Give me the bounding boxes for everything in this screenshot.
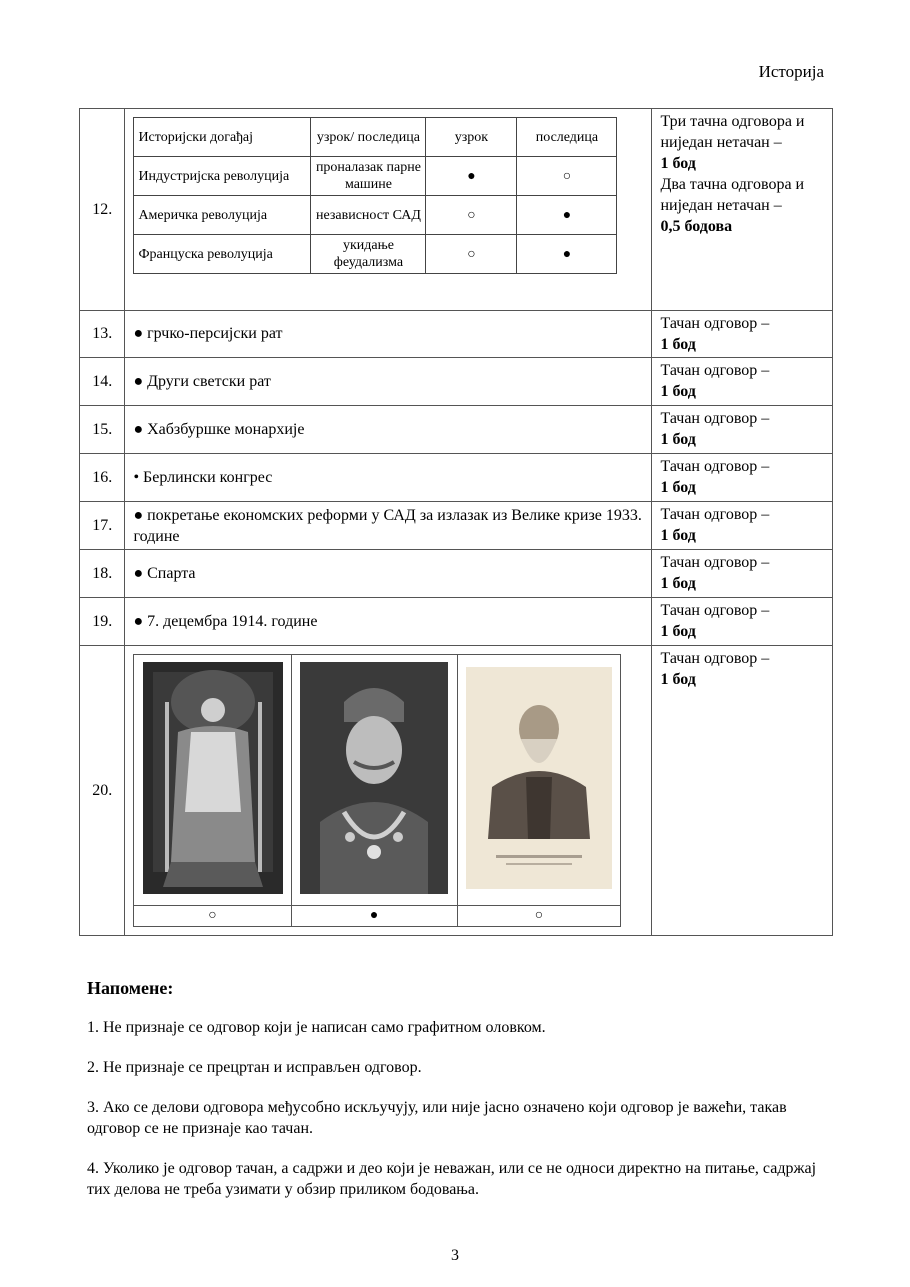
score-cell — [652, 406, 833, 454]
effect-mark: ○ — [517, 157, 617, 196]
answer-text: ● Хабзбуршке монархије — [125, 406, 652, 454]
score-points: 1 бод — [660, 527, 696, 544]
question-row-13 — [80, 311, 833, 358]
question-number: 16. — [80, 454, 125, 502]
question-row-17 — [80, 502, 833, 550]
score-rule-full: Три тачна одговора и ниједан нетачан – — [660, 113, 805, 151]
question-number: 12. — [80, 109, 125, 311]
item-cell: укидање феудализма — [311, 235, 426, 274]
score-points: 1 бод — [660, 336, 696, 353]
page-number: 3 — [451, 1247, 459, 1264]
question-row-18 — [80, 550, 833, 598]
score-rule: Тачан одговор – — [660, 554, 770, 571]
question-number: 14. — [80, 358, 125, 406]
score-points: 1 бод — [660, 671, 696, 688]
header-cause-effect: узрок/ последица — [311, 118, 426, 157]
answer-text: ● покретање економских реформи у САД за излазак из Велике кризе 1933. године — [125, 502, 652, 550]
question-row-16 — [80, 454, 833, 502]
score-points: 1 бод — [660, 479, 696, 496]
score-rule: Тачан одговор – — [660, 362, 770, 379]
score-cell — [652, 502, 833, 550]
question-row-20 — [80, 646, 833, 936]
answer-key-table — [79, 108, 833, 936]
score-rule: Тачан одговор – — [660, 650, 770, 667]
cause-effect-row — [134, 196, 617, 235]
choice-mark: ○ — [134, 906, 291, 927]
item-cell: проналазак парне машине — [311, 157, 426, 196]
score-points: 1 бод — [660, 431, 696, 448]
bearded-clergyman-portrait-image — [466, 667, 612, 889]
score-rule: Тачан одговор – — [660, 315, 770, 332]
cause-effect-row — [134, 235, 617, 274]
note-item: 1. Не признаје се одговор који је написан само графитном оловком. — [87, 1019, 546, 1036]
score-cell — [652, 550, 833, 598]
score-points-full: 1 бод — [660, 155, 696, 172]
item-cell: независност САД — [311, 196, 426, 235]
question-number: 18. — [80, 550, 125, 598]
cause-mark: ○ — [426, 235, 517, 274]
answer-text: ● Спарта — [125, 550, 652, 598]
portrait-option-1 — [134, 655, 291, 906]
score-cell — [652, 311, 833, 358]
answer-text: ● 7. децембра 1914. године — [125, 598, 652, 646]
cause-mark: ● — [426, 157, 517, 196]
question-number: 17. — [80, 502, 125, 550]
notes-section — [87, 978, 827, 1219]
answer-text: ● Други светски рат — [125, 358, 652, 406]
note-item: 4. Уколико је одговор тачан, а садржи и део који је неважан, или се не односи директно на питање, садржај тих делова не треба узимати у обзир приликом бодовања. — [87, 1160, 817, 1198]
effect-mark: ● — [517, 196, 617, 235]
event-cell: Америчка револуција — [134, 196, 311, 235]
portrait-option-2 — [291, 655, 457, 906]
score-points: 1 бод — [660, 575, 696, 592]
question-row-15 — [80, 406, 833, 454]
cause-mark: ○ — [426, 196, 517, 235]
header-event: Историјски догађај — [134, 118, 311, 157]
note-item: 2. Не признаје се прецртан и исправљен одговор. — [87, 1059, 422, 1076]
cause-effect-header-row — [134, 118, 617, 157]
question-content — [125, 109, 652, 311]
score-points-partial: 0,5 бодова — [660, 218, 733, 235]
score-cell — [652, 454, 833, 502]
score-points: 1 бод — [660, 623, 696, 640]
header-cause: узрок — [426, 118, 517, 157]
score-points: 1 бод — [660, 383, 696, 400]
cause-effect-row — [134, 157, 617, 196]
score-cell — [652, 646, 833, 936]
question-number: 20. — [80, 646, 125, 936]
question-row-19 — [80, 598, 833, 646]
score-rule: Тачан одговор – — [660, 410, 770, 427]
question-content — [125, 646, 652, 936]
page-header-subject: Историја — [758, 62, 824, 81]
score-rule: Тачан одговор – — [660, 506, 770, 523]
score-rule: Тачан одговор – — [660, 602, 770, 619]
question-row-14 — [80, 358, 833, 406]
question-row-12 — [80, 109, 833, 311]
notes-title: Напомене: — [87, 978, 174, 998]
choice-mark: ○ — [457, 906, 621, 927]
score-rule-partial: Два тачна одговора и ниједан нетачан – — [660, 176, 805, 214]
enthroned-emperor-portrait-image — [143, 662, 283, 894]
question-number: 15. — [80, 406, 125, 454]
note-item: 3. Ако се делови одговора међусобно искључују, или није јасно означено који одговор је важећи, такав одговор се не признаје као тачан. — [87, 1099, 787, 1137]
portrait-option-3 — [457, 655, 621, 906]
effect-mark: ● — [517, 235, 617, 274]
event-cell: Француска револуција — [134, 235, 311, 274]
answer-text: • Берлински конгрес — [125, 454, 652, 502]
score-cell — [652, 109, 833, 311]
score-cell — [652, 358, 833, 406]
header-effect: последица — [517, 118, 617, 157]
portrait-choice-table — [133, 654, 621, 927]
question-number: 13. — [80, 311, 125, 358]
answer-text: ● грчко-персијски рат — [125, 311, 652, 358]
military-officer-portrait-image — [300, 662, 448, 894]
cause-effect-table — [133, 117, 617, 274]
score-cell — [652, 598, 833, 646]
score-rule: Тачан одговор – — [660, 458, 770, 475]
event-cell: Индустријска револуција — [134, 157, 311, 196]
choice-mark: ● — [291, 906, 457, 927]
question-number: 19. — [80, 598, 125, 646]
